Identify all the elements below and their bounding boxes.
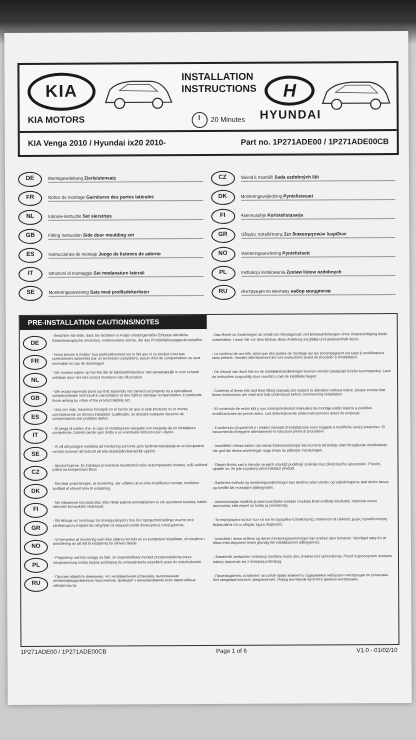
language-badge: GB	[18, 228, 42, 243]
caution-text: - Vi vill uttryckligen meddela att montering som inte görs fackmannamässigt av en kompetent montör kommer att leda till att alla skadeståndsanspråk upphör.	[52, 444, 204, 454]
language-row	[19, 284, 204, 301]
language-line	[241, 269, 396, 277]
caution-text: - Una vez más, hacemos hincapié en el hecho de que si este producto no lo monta correctamente un técnico instalador cualificado, se anulará cualquier derecho de compensación por posibles daños.	[52, 407, 188, 422]
caution-badge: NO	[24, 539, 48, 554]
language-badge: NL	[18, 209, 42, 224]
kia-car-icon	[101, 74, 173, 112]
note-text: - Das Recht zu Änderungen an Inhalt von Montagesatz und Einbauanleitungen ohne Vorankündigung bleibt vorbehalten. Lesen Sie vor dem Einbau diese Anleitung sorgfältig und gewissenhaft durch.	[211, 332, 388, 342]
language-badge: GR	[211, 227, 235, 242]
caution-row	[20, 426, 207, 445]
caution-badge: FR	[23, 354, 47, 369]
language-text: Fitting Instruction	[48, 232, 82, 238]
language-line	[48, 270, 203, 278]
caution-badge: CZ	[24, 465, 48, 480]
language-line	[49, 289, 204, 297]
page-number: Page 1 of 6	[216, 648, 247, 655]
note-text: - Производитель оставляет за собой право изменять содержимое наборов и инструкции по установке без предварительного уведомления. Перед монтажом прочтите данную инструкцию.	[213, 572, 389, 583]
hyundai-logo: H	[264, 75, 314, 105]
language-row	[211, 245, 396, 262]
kit-name: Zestaw listew ozdobnych	[286, 268, 342, 275]
caution-text: - Det skal understreges, at montering, der udføres af en ikke-kvalificeret montør, medfører bortfald af ethvert krav til erstatning.	[52, 481, 200, 491]
language-badge: FR	[18, 190, 42, 205]
caution-row	[21, 518, 208, 537]
kia-logo: KIA	[27, 73, 95, 111]
language-text: Istruzioni di montaggio	[48, 270, 93, 276]
footer-part-no: 1P271ADE00 / 1P271ADE00CB	[20, 649, 107, 656]
kit-name: Set sierstrips	[82, 213, 112, 219]
cautions-section	[19, 313, 400, 647]
language-text: Instrucciones de montaje	[48, 251, 98, 257]
version: V1.0 - 01/02/10	[356, 648, 398, 655]
kit-name: Pyntelistesæt	[283, 192, 314, 199]
language-line	[241, 231, 396, 239]
language-text: Instrukcja instalowania	[240, 269, 286, 275]
language-row	[211, 283, 396, 300]
model-name: KIA Venga 2010 / Hyundai ix20 2010-	[27, 137, 166, 148]
language-badge: DK	[211, 189, 235, 204]
note-text: - Τα περιεχόμενα αυτών των κιτ και τα εγχειρίδια τοποθέτησης υπόκεινται σε αλλαγές χωρίς προειδοποίηση. Βεβαιωθείτε ότι οι οδηγίες έχουν διαβαστεί.	[212, 517, 389, 527]
caution-badge: IT	[23, 428, 47, 443]
caution-text: - Vi bemerker at montering som ikke utføres korrekt av en kompetent installatør, vil resultere i annullering av alt rett til erstatning for ethvert skade.	[52, 536, 205, 546]
caution-row	[20, 407, 207, 426]
kit-name: Set modanature laterali	[93, 269, 145, 276]
caution-badge: RU	[24, 576, 48, 591]
caution-row	[20, 444, 207, 463]
note-text: - Innholdet i disse settene og deres monteringsanvisninger kan endres uten forvarsel. Vennligst sørg for at disse instruksjonene leses grundig før installasjonen påbegynnes.	[212, 535, 386, 546]
language-line	[48, 213, 203, 221]
caution-badge: FI	[24, 502, 48, 517]
kit-name: Zierleistensatz	[84, 174, 117, 181]
language-badge: IT	[18, 266, 42, 281]
language-text: Monteringsvejledning	[240, 193, 283, 199]
language-badge: ES	[18, 247, 42, 262]
caution-row	[20, 333, 207, 352]
language-text: Notice de montage	[48, 194, 85, 200]
language-text: Monteringsanvisning	[48, 289, 89, 295]
language-badge: RU	[211, 284, 235, 299]
note-text: - Le contenu de ces kits, ainsi que des guides de montage qui les accompagnent est sujet à modifications sans préavis. Veuillez attentivement lire ces instructions avant de procéder à l'installation.	[211, 350, 385, 361]
title-line-2: INSTRUCTIONS	[181, 83, 257, 96]
caution-text: - Pragniemy zwrócić uwagę na fakt, że nieprawidłowy montaż przeprowadzony przez nieuprawnioną osobę będzie podstawą do unieważnienia wszelkich praw do odszkodowań.	[52, 555, 202, 565]
caution-row	[20, 463, 207, 482]
caution-text: - Просим обратить внимание, что неправильная установка, выполненная неквалифицированным персоналом, приводит к аннулированию всех гарантийных обязательств.	[53, 573, 196, 588]
caution-text: - Nous tenons à insister tout particulièrement sur le fait que si ce produit n'est pas correctement assemblé par un technicien compétent, aucun droit de compensation ne sera recevable en cas de dommages.	[51, 351, 201, 366]
language-text: Návod k montáži	[240, 174, 274, 180]
caution-row	[21, 555, 208, 574]
kit-name: Σετ διακοσμητικών λωρίδων	[284, 230, 347, 237]
title-line-1: INSTALLATION	[181, 71, 254, 84]
language-row	[18, 208, 203, 225]
caution-text: - Si prega di notare che, in caso di installazione eseguita non eseguita da un installatore competente, l'utente perde ogni diritto a un eventuale rimborso per i danni.	[52, 425, 196, 435]
language-line	[48, 194, 203, 202]
language-badge: PL	[211, 265, 235, 280]
language-text: Inbouw-instructie	[48, 213, 82, 219]
cautions-heading: PRE-INSTALLATION CAUTIONS/NOTES	[20, 315, 207, 330]
note-text: - Innehållet i dessa satser och deras bruksanvisningar kan komma att ändras utan föregående meddelande. Var god läs dessa anvisningar noga innan du påbörjar monteringen.	[212, 443, 389, 453]
caution-badge: ES	[23, 410, 47, 425]
kia-motors-label: KIA MOTORS	[27, 114, 85, 125]
note-text: - El contenido de estos kits y sus correspondientes manuales de montaje están sujetos a posibles modificaciones sin previo aviso. Lea detenidamente estas instrucciones antes de empezar.	[212, 406, 372, 416]
language-line	[48, 175, 203, 183]
kit-name: Side door moulding set	[82, 231, 135, 238]
language-row	[211, 264, 396, 281]
instruction-sheet	[4, 31, 412, 705]
caution-badge: DE	[23, 336, 47, 351]
language-line	[241, 288, 396, 296]
kit-name: Pyntelistsett	[282, 249, 310, 256]
caution-text: - Θα θέλαμε να τονίσουμε ότι συναρμολόγηση που δεν πραγματοποιήθηκε σωστά από εξειδικευμένη εταιρεία θα οδηγήσει σε ακύρωση κάθε δικαιώματος αποζημίωσης.	[52, 518, 194, 528]
note-text: - Contents of these kits and their fitting manuals are subject to alteration without notice, please ensure that these instructions are read and fully understood before commencing installation.	[212, 387, 386, 398]
kit-name: Garnitures des portes latérales	[86, 193, 154, 200]
caution-row	[20, 370, 207, 389]
model-bar	[20, 129, 397, 153]
language-badge: FI	[211, 208, 235, 223]
kit-name: Juego de listones de adorno	[98, 250, 161, 257]
caution-badge: NL	[23, 373, 47, 388]
footer	[20, 648, 397, 656]
caution-badge: GB	[23, 391, 47, 406]
language-badge: NO	[211, 246, 235, 261]
language-badge: CZ	[210, 170, 234, 185]
cautions-right-column	[212, 332, 394, 592]
note-text: - Sættenes indhold og monteringsvejledninger kan ændres uden varsel, og vejledningerne skal derfor læses og forstås før montagen påbegyndes.	[212, 480, 389, 490]
duration-text: 20 Minutes	[210, 116, 245, 124]
language-row	[18, 189, 203, 206]
caution-row	[21, 574, 208, 593]
note-text: - Zawartość zestawów i instrukcji montażu może ulec zmianie bez uprzedzenia. Przed rozpoczęciem montażu należy zapoznać się z niniejszą instrukcją.	[212, 554, 393, 564]
language-row	[18, 265, 203, 282]
kit-name: Sats med profilsdekorlister	[90, 288, 150, 295]
install-title	[181, 72, 256, 96]
kit-name: набор молдингов	[290, 287, 331, 294]
caution-row	[20, 389, 207, 408]
language-list	[18, 169, 396, 301]
caution-text: - Upozorňujeme, že instalace provedená neodborně nebo nekompetentní osobou, ruší veškerá práva na kompenzaci škod.	[52, 462, 208, 472]
header-box	[17, 61, 398, 157]
caution-text: - We would expressly point out that assembly not carried out properly by a specialised company/dealer will result in cancellation of any right to damage compensation, in particular those arising by virtue of the product liability act.	[52, 388, 202, 403]
hyundai-car-icon	[319, 75, 391, 113]
note-text: - Il contenuto di questi kit e i relativi manuali di installazione sono soggetti a modifiche senza preavviso. Si raccomanda di leggere attentamente le istruzioni prima di procedere.	[212, 424, 385, 435]
language-text: Οδηγίες τοποθέτησης	[240, 231, 283, 237]
kit-name: Koristelistasarja	[267, 212, 304, 218]
caution-badge: GR	[24, 521, 48, 536]
language-row	[211, 226, 396, 243]
clock-icon	[192, 112, 208, 128]
language-row	[211, 207, 396, 224]
language-text: Asennusohje	[240, 212, 267, 218]
language-line	[241, 212, 396, 220]
language-row	[18, 170, 203, 187]
caution-row	[21, 500, 208, 519]
caution-row	[21, 537, 208, 556]
language-row	[210, 169, 395, 186]
part-number: Part no. 1P271ADE00 / 1P271ADE00CB	[240, 136, 389, 147]
cautions-left-column	[20, 333, 208, 593]
caution-row	[21, 481, 208, 500]
language-row	[211, 188, 396, 205]
duration	[192, 112, 245, 128]
caution-badge: SE	[23, 447, 47, 462]
language-badge: DE	[18, 171, 42, 186]
language-line	[240, 174, 395, 182]
language-line	[241, 250, 396, 258]
language-grid	[18, 169, 396, 301]
language-row	[18, 227, 203, 244]
language-line	[48, 251, 203, 259]
note-text: - De inhoud van deze kits en de installatiehandleidingen kunnen worden gewijzigd zonder kennisgeving. Lees de instructies zorgvuldig door voordat u met de installatie begint.	[212, 369, 391, 379]
language-line	[241, 193, 396, 201]
hyundai-wordmark: HYUNDAI	[259, 107, 322, 122]
caution-badge: DK	[24, 484, 48, 499]
caution-text: - Beachten Sie bitte, dass bei Schäden in Folge unsachgemäßer Einbaue sämtliche Garantieansprüche erlöschen, insbesondere solche, die das Produktfahrzeuggerät betreffen.	[51, 333, 204, 343]
note-text: - Asennussarjan sisältöä ja asennusohjeita voidaan muuttaa ilman erillistä ilmoitusta. Varmista ennen asennusta, että ohjeet on luettu ja ymmärretty.	[212, 498, 378, 509]
language-text: Montageanleitung	[47, 175, 83, 181]
language-row	[18, 246, 203, 263]
caution-text: - Me haluamme korostaa sitä, että mikäli pätevä ammattilainen ei ole asentanut tuotetta, kaikki oikeudet korvauksiin raukeavat.	[52, 499, 207, 509]
language-line	[48, 232, 203, 240]
language-text: Monteringsanvisning	[240, 250, 282, 256]
kit-name: Sada ozdobných lišt	[274, 173, 319, 180]
note-text: - Obsah těchto sad a návody na jejich montáž podléhají změnám bez předchozího upozornění. Prosím, ujistěte se, že jste si pokyny před instalací přečetli.	[212, 461, 382, 472]
caution-text: - We moeten wijzen op het feit dat de fabrikant/importeur niet aansprakelijk is voor schade ontstaan door het niet correct monteren van dit product.	[52, 370, 199, 380]
language-badge: SE	[19, 285, 43, 300]
caution-badge: PL	[24, 558, 48, 573]
language-text: Инструкция по монтажу	[241, 288, 290, 294]
caution-row	[20, 352, 207, 371]
